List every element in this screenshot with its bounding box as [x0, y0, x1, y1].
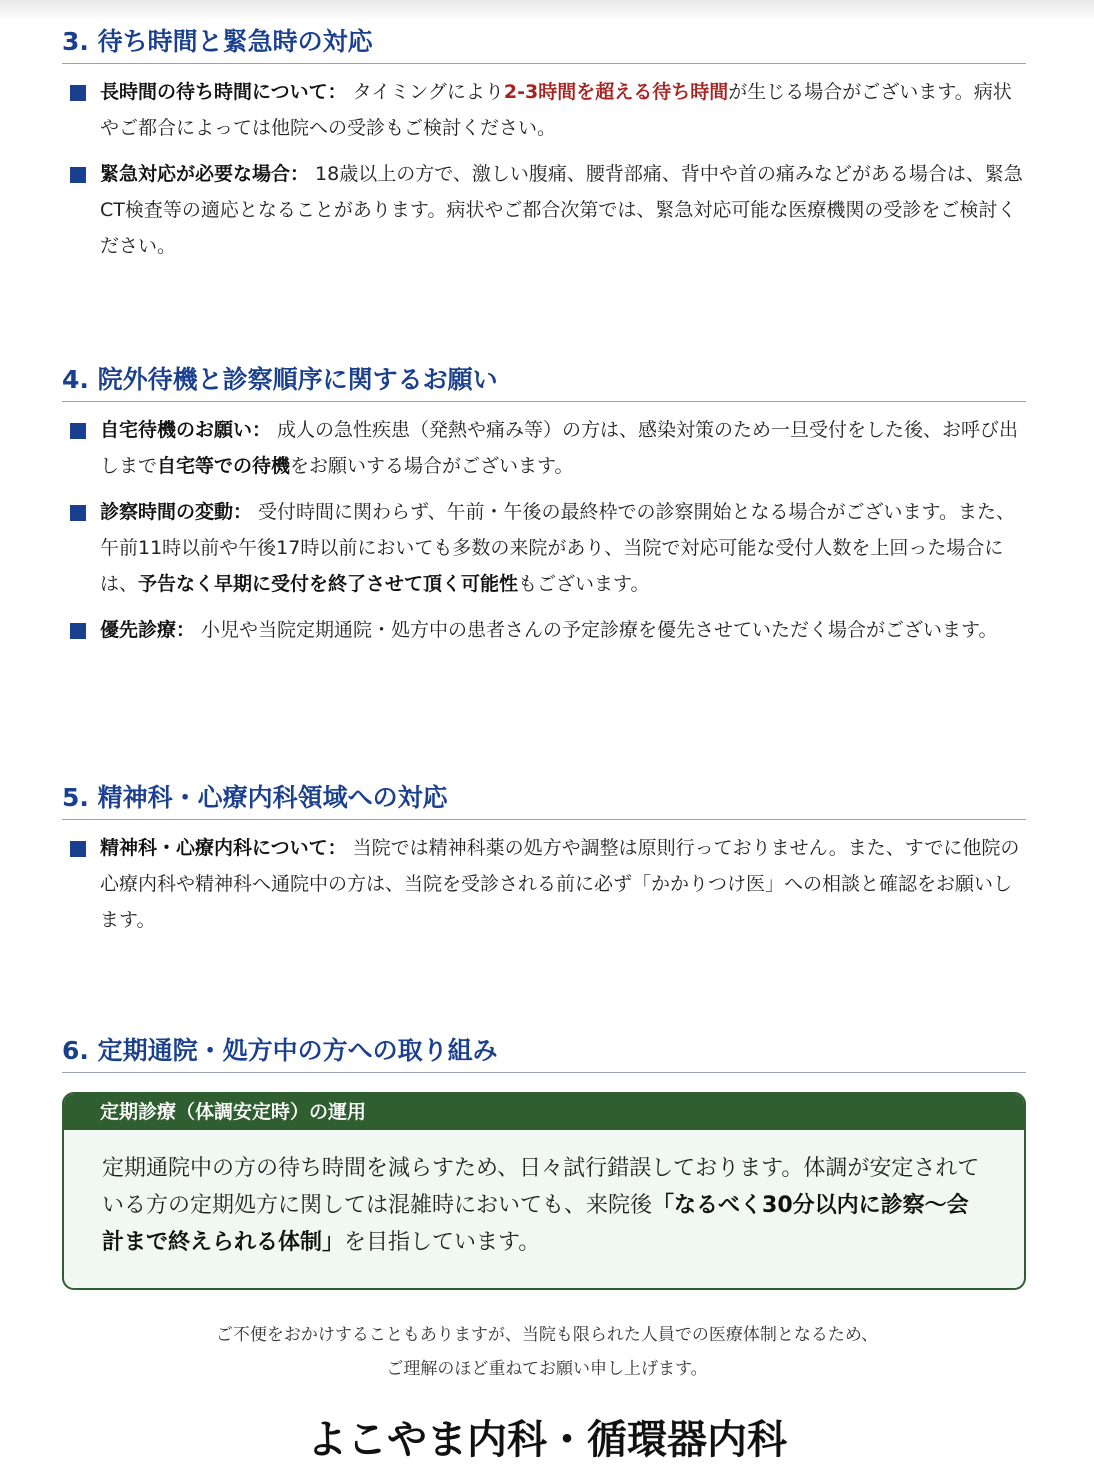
closing-line: ご理解のほど重ねてお願い申し上げます。: [386, 1359, 708, 1379]
item-label: 自宅待機のお願い：: [100, 419, 272, 441]
list-item: [62, 494, 1026, 602]
section-regular-visits: [62, 1033, 1026, 1073]
square-bullet-icon: [70, 423, 86, 439]
section-outside-waiting: [62, 362, 1026, 648]
list-item: [62, 156, 1026, 264]
square-bullet-icon: [70, 841, 86, 857]
list-item: [62, 830, 1026, 938]
square-bullet-icon: [70, 85, 86, 101]
section-title: 6. 定期通院・処方中の方への取り組み: [62, 1033, 1026, 1073]
item-strong: 予告なく早期に受付を終了させて頂く可能性: [138, 573, 519, 595]
item-text: 当院では精神科薬の処方や調整は原則行っておりません。また、すでに他院の心療内科や精神科へ通院中の方は、当院を受診される前に必ず「かかりつけ医」への相談と確認をお願いします。: [100, 837, 1020, 931]
clinic-name: よこやま内科・循環器内科: [307, 1417, 787, 1463]
item-label: 優先診療：: [100, 619, 196, 641]
section-psychiatry: [62, 780, 1026, 938]
square-bullet-icon: [70, 623, 86, 639]
item-text: タイミングにより: [346, 81, 504, 103]
item-text: 18歳以上の方で、激しい腹痛、腰背部痛、背中や首の痛みなどがある場合は、緊急CT検査等の適応となることがあります。病状やご都合次第では、緊急対応可能な医療機関の受診をご検討ください。: [100, 163, 1023, 257]
regular-care-strong: 「なるべく30分以内に診察〜会計まで終えられる体制」: [102, 1193, 969, 1255]
regular-care-text: 定期通院中の方の待ち時間を減らすため、日々試行錯誤しております。体調が安定されている方の定期処方に関しては混雑時においても、来院後: [102, 1156, 980, 1218]
closing-line: ご不便をおかけすることもありますが、当院も限られた人員での医療体制となるため、: [215, 1325, 879, 1345]
item-highlight: 2-3時間を超える待ち時間: [503, 81, 729, 103]
square-bullet-icon: [70, 167, 86, 183]
square-bullet-icon: [70, 505, 86, 521]
closing-message: [0, 1318, 1094, 1386]
item-text: もございます。: [518, 573, 650, 595]
item-text: が生じる場合がございます。病状やご都合によっては他院への受診もご検討ください。: [100, 81, 1012, 139]
section-title: 3. 待ち時間と緊急時の対応: [62, 24, 1026, 64]
list-item: [62, 74, 1026, 146]
section-title: 5. 精神科・心療内科領域への対応: [62, 780, 1026, 820]
item-list: [62, 830, 1026, 938]
regular-care-body: [64, 1130, 1024, 1261]
section-waiting-emergency: [62, 24, 1026, 264]
regular-care-heading: 定期診療（体調安定時）の運用: [64, 1094, 1024, 1130]
list-item: [62, 612, 1026, 648]
item-list: [62, 412, 1026, 648]
item-strong: 自宅等での待機: [157, 455, 291, 477]
item-text: 受付時間に関わらず、午前・午後の最終枠での診察開始となる場合がございます。また、午前11時以前や午後17時以前においても多数の来院があり、当院で対応可能な受付人数を上回った場合には、: [100, 501, 1016, 595]
item-label: 長時間の待ち時間について：: [100, 81, 347, 103]
item-text: 小児や当院定期通院・処方中の患者さんの予定診療を優先させていただく場合がございます。: [195, 619, 998, 641]
item-text: をお願いする場合がございます。: [290, 455, 574, 477]
item-label: 精神科・心療内科について：: [100, 837, 347, 859]
section-title: 4. 院外待機と診察順序に関するお願い: [62, 362, 1026, 402]
item-list: [62, 74, 1026, 264]
regular-care-text: を目指しています。: [344, 1230, 541, 1255]
list-item: [62, 412, 1026, 484]
item-text: 成人の急性疾患（発熱や痛み等）の方は、感染対策のため一旦受付をした後、お呼び出しまで: [100, 419, 1019, 477]
item-label: 診察時間の変動：: [100, 501, 253, 523]
item-label: 緊急対応が必要な場合：: [100, 163, 310, 185]
regular-care-box: [62, 1092, 1026, 1290]
top-shadow: [0, 0, 1094, 22]
